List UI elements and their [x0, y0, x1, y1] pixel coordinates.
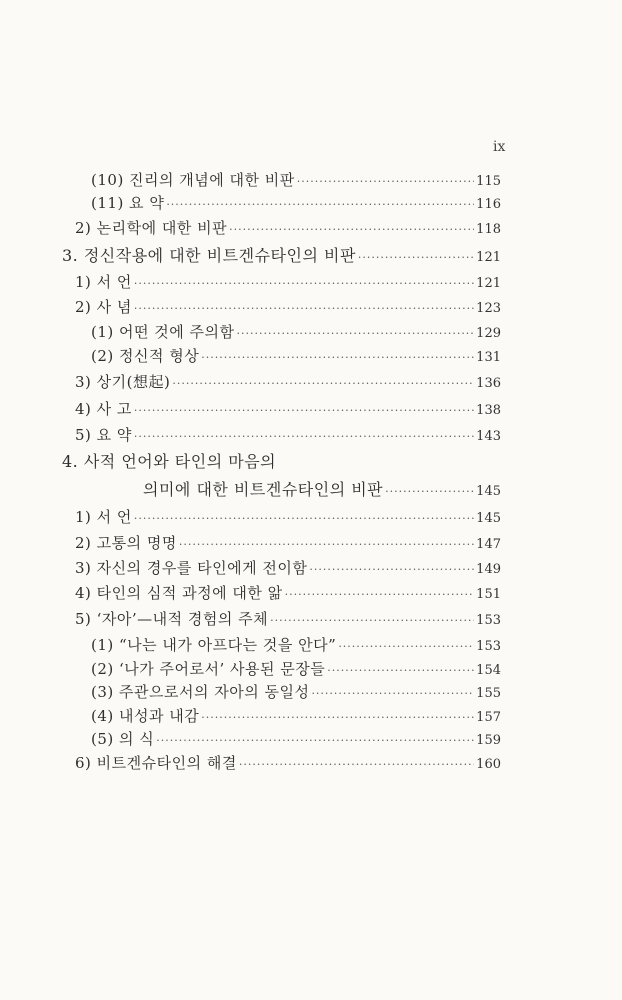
toc-entry-page: 129 [476, 326, 501, 341]
toc-entry-page: 121 [476, 250, 501, 265]
toc-entry-page: 136 [476, 376, 501, 391]
toc-chapter [143, 480, 501, 502]
page-number: ix [493, 139, 506, 155]
toc-entry-page: 121 [476, 276, 501, 291]
toc-entry-page: 145 [476, 484, 501, 499]
toc-entry-page: 157 [476, 710, 501, 725]
dot-leader [134, 427, 474, 447]
toc-entry-title: (10) 진리의 개념에 대한 비판 [91, 171, 295, 189]
toc-entry-title: (2) 정신적 형상 [91, 347, 200, 365]
dot-leader [270, 611, 474, 631]
dot-leader [285, 585, 475, 605]
toc-entry-title: 3) 자신의 경우를 타인에게 전이함 [75, 559, 308, 577]
toc-entry [75, 533, 501, 555]
toc-entry [91, 635, 501, 657]
toc-entry-title: 5) 요 약 [75, 426, 132, 444]
toc-entry-title: 2) 논리학에 대한 비판 [75, 219, 228, 237]
dot-leader [201, 708, 474, 728]
toc-entry [75, 399, 501, 421]
toc-entry-page: 145 [476, 511, 501, 526]
toc-entry-page: 154 [476, 663, 501, 678]
dot-leader [239, 755, 474, 775]
toc-entry [75, 507, 501, 529]
dot-leader [172, 374, 474, 394]
toc-entry-title: 5) ‘자아’—내적 경험의 주체 [75, 610, 269, 628]
dot-leader [338, 637, 474, 657]
toc-entry-page: 116 [476, 197, 501, 212]
dot-leader [166, 195, 474, 215]
toc-entry-title: 4) 타인의 심적 과정에 대한 앎 [75, 584, 283, 602]
toc-entry [91, 193, 501, 215]
toc-entry-page: 151 [476, 587, 501, 602]
toc-entry [75, 297, 501, 319]
toc-entry [75, 218, 501, 240]
dot-leader [179, 535, 474, 555]
toc-entry-title: 3) 상기(想起) [75, 373, 171, 391]
toc-entry [75, 272, 501, 294]
toc-entry-page: 153 [476, 613, 501, 628]
toc-entry-page: 149 [476, 562, 501, 577]
toc-entry [75, 558, 501, 580]
toc-entry-page: 138 [476, 403, 501, 418]
toc-entry [91, 346, 501, 368]
toc-entry [75, 753, 501, 775]
dot-leader [385, 482, 474, 502]
toc-entry-title: (5) 의 식 [91, 730, 155, 748]
dot-leader [236, 324, 474, 344]
toc-entry-title: 6) 비트겐슈타인의 해결 [75, 754, 237, 772]
toc-chapter-title-line1: 4. 사적 언어와 타인의 마음의 [62, 452, 277, 471]
toc-entry-title: 1) 서 언 [75, 508, 132, 526]
toc-entry-title: (11) 요 약 [91, 194, 165, 212]
dot-leader [358, 248, 474, 268]
toc-entry [91, 682, 501, 704]
dot-leader [156, 731, 474, 751]
dot-leader [309, 560, 474, 580]
toc-entry-title: 2) 사 념 [75, 298, 132, 316]
toc-entry-title: 3. 정신작용에 대한 비트겐슈타인의 비판 [62, 246, 356, 265]
toc-entry-title: 2) 고통의 명명 [75, 534, 177, 552]
toc-entry-page: 153 [476, 639, 501, 654]
toc-entry [91, 322, 501, 344]
dot-leader [311, 684, 474, 704]
dot-leader [229, 220, 474, 240]
toc-entry-title: (2) ‘나가 주어로서’ 사용된 문장들 [91, 660, 326, 678]
toc-entry [75, 583, 501, 605]
toc-entry [75, 609, 501, 631]
dot-leader [327, 661, 474, 681]
dot-leader [134, 274, 474, 294]
toc-chapter [62, 246, 501, 268]
toc-entry-page: 160 [476, 757, 501, 772]
dot-leader [134, 299, 474, 319]
dot-leader [201, 348, 474, 368]
toc-entry-page: 147 [476, 537, 501, 552]
dot-leader [134, 509, 474, 529]
toc-entry-page: 155 [476, 686, 501, 701]
toc-entry-page: 131 [476, 350, 501, 365]
toc-entry [91, 729, 501, 751]
toc-entry [75, 425, 501, 447]
toc-entry [91, 659, 501, 681]
toc-entry-title: (3) 주관으로서의 자아의 동일성 [91, 683, 310, 701]
toc-entry-title: 의미에 대한 비트겐슈타인의 비판 [143, 480, 384, 499]
dot-leader [297, 172, 474, 192]
toc-entry-title: (4) 내성과 내감 [91, 707, 200, 725]
toc-entry-page: 118 [476, 222, 501, 237]
dot-leader [134, 401, 474, 421]
toc-entry [91, 706, 501, 728]
toc-entry-page: 123 [476, 301, 501, 316]
toc-entry-title: 4) 사 고 [75, 400, 132, 418]
toc-entry [91, 170, 501, 192]
toc-entry-title: (1) “나는 내가 아프다는 것을 안다” [91, 636, 337, 654]
toc-entry-page: 143 [476, 429, 501, 444]
toc-entry-page: 115 [476, 174, 501, 189]
toc-entry-title: 1) 서 언 [75, 273, 132, 291]
toc-entry-title: (1) 어떤 것에 주의함 [91, 323, 235, 341]
toc-entry-page: 159 [476, 733, 501, 748]
toc-entry [75, 372, 501, 394]
